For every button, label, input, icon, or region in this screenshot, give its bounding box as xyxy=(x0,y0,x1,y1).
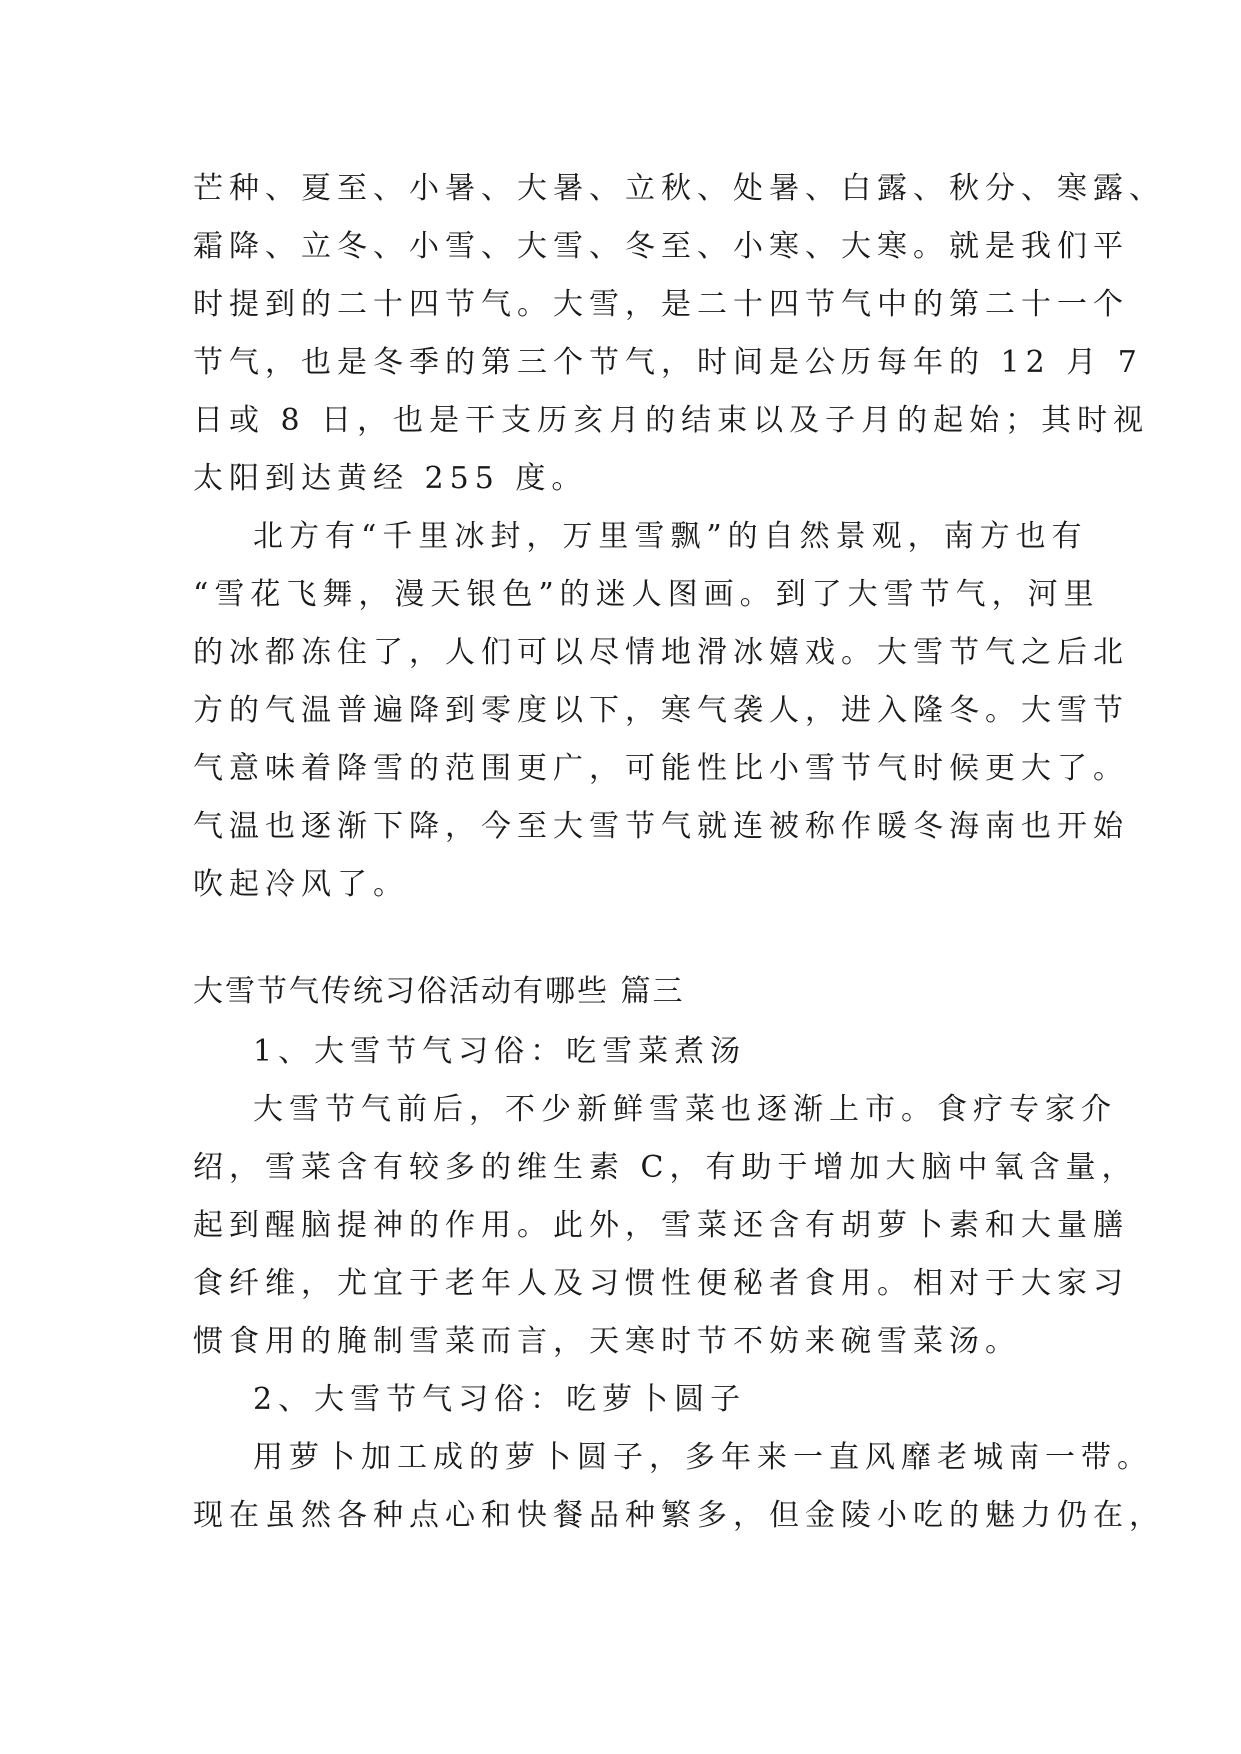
paragraph-line: 绍，雪菜含有较多的维生素 C，有助于增加大脑中氧含量， xyxy=(193,1150,1138,1185)
paragraph-line: 北方有“千里冰封，万里雪飘”的自然景观，南方也有 xyxy=(253,519,1088,554)
paragraph-line: 吹起冷风了。 xyxy=(193,867,409,902)
paragraph-line: 气意味着降雪的范围更广，可能性比小雪节气时候更大了。 xyxy=(193,751,1129,786)
section-heading: 大雪节气传统习俗活动有哪些 篇三 xyxy=(193,974,685,1009)
paragraph-line: 的冰都冻住了，人们可以尽情地滑冰嬉戏。大雪节气之后北 xyxy=(193,635,1129,670)
paragraph-line: 霜降、立冬、小雪、大雪、冬至、小寒、大寒。就是我们平 xyxy=(193,229,1129,264)
paragraph-line: “雪花飞舞，漫天银色”的迷人图画。到了大雪节气，河里 xyxy=(193,577,1100,612)
paragraph-line: 时提到的二十四节气。大雪，是二十四节气中的第二十一个 xyxy=(193,287,1129,322)
paragraph-line: 用萝卜加工成的萝卜圆子，多年来一直风靡老城南一带。 xyxy=(253,1440,1153,1475)
paragraph-line: 太阳到达黄经 255 度。 xyxy=(193,461,588,496)
paragraph-line: 方的气温普遍降到零度以下，寒气袭人，进入隆冬。大雪节 xyxy=(193,693,1129,728)
paragraph-line: 日或 8 日，也是干支历亥月的结束以及子月的起始；其时视 xyxy=(193,403,1150,438)
paragraph-line: 食纤维，尤宜于老年人及习惯性便秘者食用。相对于大家习 xyxy=(193,1266,1129,1301)
custom-title: 1、大雪节气习俗：吃雪菜煮汤 xyxy=(253,1034,747,1069)
paragraph-line: 惯食用的腌制雪菜而言，天寒时节不妨来碗雪菜汤。 xyxy=(193,1324,1021,1359)
paragraph-line: 大雪节气前后，不少新鲜雪菜也逐渐上市。食疗专家介 xyxy=(253,1092,1117,1127)
custom-title: 2、大雪节气习俗：吃萝卜圆子 xyxy=(253,1382,747,1417)
paragraph-line: 起到醒脑提神的作用。此外，雪菜还含有胡萝卜素和大量膳 xyxy=(193,1208,1129,1243)
paragraph-line: 节气，也是冬季的第三个节气，时间是公历每年的 12 月 7 xyxy=(193,345,1143,380)
paragraph-line: 气温也逐渐下降，今至大雪节气就连被称作暖冬海南也开始 xyxy=(193,809,1129,844)
paragraph-line: 芒种、夏至、小暑、大暑、立秋、处暑、白露、秋分、寒露、 xyxy=(193,171,1165,206)
paragraph-line: 现在虽然各种点心和快餐品种繁多，但金陵小吃的魅力仍在， xyxy=(193,1498,1165,1533)
